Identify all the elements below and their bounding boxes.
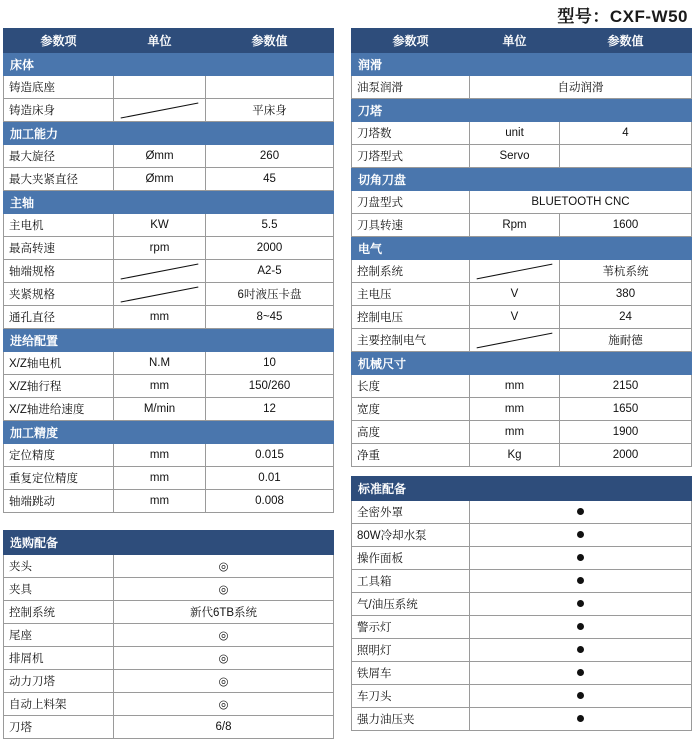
row-label: 尾座 bbox=[4, 624, 114, 647]
row-mark: ◎ bbox=[114, 647, 334, 670]
table-row bbox=[4, 76, 334, 99]
row-unit: N.M bbox=[114, 352, 206, 375]
table-row bbox=[4, 670, 334, 693]
section-label: 进给配置 bbox=[4, 329, 114, 352]
header-cell-value: 参数值 bbox=[206, 29, 334, 53]
table-row bbox=[4, 375, 334, 398]
section-pad bbox=[470, 99, 560, 122]
row-value: 10 bbox=[206, 352, 334, 375]
row-label: 铸造底座 bbox=[4, 76, 114, 99]
table-row bbox=[4, 490, 334, 513]
section-pad bbox=[114, 122, 206, 145]
row-unit: Ømm bbox=[114, 168, 206, 191]
row-label: 最大夹紧直径 bbox=[4, 168, 114, 191]
bullet-dot-icon bbox=[577, 554, 584, 561]
row-value: 24 bbox=[560, 306, 692, 329]
row-mark bbox=[470, 524, 692, 547]
section-pad bbox=[470, 352, 560, 375]
row-label: 控制电压 bbox=[352, 306, 470, 329]
table-row bbox=[4, 647, 334, 670]
row-value: 4 bbox=[560, 122, 692, 145]
table-row bbox=[4, 283, 334, 306]
row-unit: Rpm bbox=[470, 214, 560, 237]
row-label: 净重 bbox=[352, 444, 470, 467]
table-row bbox=[4, 145, 334, 168]
row-unit: V bbox=[470, 283, 560, 306]
table-row bbox=[352, 547, 692, 570]
table-row bbox=[352, 145, 692, 168]
row-unit: mm bbox=[114, 467, 206, 490]
row-label: X/Z轴行程 bbox=[4, 375, 114, 398]
row-unit: mm bbox=[114, 375, 206, 398]
row-label: 通孔直径 bbox=[4, 306, 114, 329]
section-row bbox=[352, 99, 692, 122]
section-pad bbox=[206, 53, 334, 76]
row-unit bbox=[114, 76, 206, 99]
table-row bbox=[352, 76, 692, 99]
section-pad bbox=[206, 191, 334, 214]
row-label: 刀塔数 bbox=[352, 122, 470, 145]
slash-cell bbox=[470, 260, 560, 283]
section-row bbox=[4, 53, 334, 76]
row-unit: mm bbox=[114, 306, 206, 329]
row-value: 1900 bbox=[560, 421, 692, 444]
row-unit: unit bbox=[470, 122, 560, 145]
row-label: 刀盘型式 bbox=[352, 191, 470, 214]
row-label: 全密外罩 bbox=[352, 501, 470, 524]
table-row bbox=[352, 570, 692, 593]
standard-header-pad bbox=[470, 477, 560, 501]
optional-header-row bbox=[4, 531, 334, 555]
row-label: 宽度 bbox=[352, 398, 470, 421]
row-label: 警示灯 bbox=[352, 616, 470, 639]
left-spec-table bbox=[3, 28, 334, 513]
row-unit: mm bbox=[114, 444, 206, 467]
section-row bbox=[4, 421, 334, 444]
section-label: 加工精度 bbox=[4, 421, 114, 444]
left-column bbox=[3, 28, 333, 739]
section-pad bbox=[560, 352, 692, 375]
row-label: 强力油压夹 bbox=[352, 708, 470, 731]
row-value: BLUETOOTH CNC bbox=[470, 191, 692, 214]
row-label: 工具箱 bbox=[352, 570, 470, 593]
table-row bbox=[352, 283, 692, 306]
standard-equipment-table bbox=[351, 476, 692, 731]
right-spec-table bbox=[351, 28, 692, 467]
bullet-dot-icon bbox=[577, 531, 584, 538]
table-row bbox=[352, 191, 692, 214]
section-row bbox=[4, 329, 334, 352]
optional-equipment-table bbox=[3, 530, 334, 739]
row-value: 5.5 bbox=[206, 214, 334, 237]
section-label: 主轴 bbox=[4, 191, 114, 214]
row-unit: mm bbox=[470, 375, 560, 398]
section-pad bbox=[560, 237, 692, 260]
table-row bbox=[352, 375, 692, 398]
section-row bbox=[352, 237, 692, 260]
row-value: 2150 bbox=[560, 375, 692, 398]
table-row bbox=[4, 214, 334, 237]
table-row bbox=[4, 693, 334, 716]
row-value: 150/260 bbox=[206, 375, 334, 398]
section-pad bbox=[114, 53, 206, 76]
slash-cell bbox=[114, 283, 206, 306]
optional-header-pad bbox=[114, 531, 206, 555]
section-label: 加工能力 bbox=[4, 122, 114, 145]
row-label: 轴端规格 bbox=[4, 260, 114, 283]
table-row bbox=[4, 444, 334, 467]
row-value: 0.01 bbox=[206, 467, 334, 490]
standard-header-label: 标准配备 bbox=[352, 477, 470, 501]
section-label: 电气 bbox=[352, 237, 470, 260]
row-label: 重复定位精度 bbox=[4, 467, 114, 490]
row-mark bbox=[470, 639, 692, 662]
row-value: 2000 bbox=[206, 237, 334, 260]
row-mark bbox=[470, 616, 692, 639]
row-unit: Ømm bbox=[114, 145, 206, 168]
table-row bbox=[352, 329, 692, 352]
table-row bbox=[4, 601, 334, 624]
header-cell-param: 参数项 bbox=[4, 29, 114, 53]
row-mark bbox=[470, 501, 692, 524]
row-label: 刀塔型式 bbox=[352, 145, 470, 168]
section-label: 机械尺寸 bbox=[352, 352, 470, 375]
section-pad bbox=[560, 53, 692, 76]
section-label: 润滑 bbox=[352, 53, 470, 76]
row-label: 主电机 bbox=[4, 214, 114, 237]
row-label: 刀塔 bbox=[4, 716, 114, 739]
row-label: 排屑机 bbox=[4, 647, 114, 670]
table-row bbox=[4, 306, 334, 329]
row-label: 主要控制电气 bbox=[352, 329, 470, 352]
section-row bbox=[4, 122, 334, 145]
row-mark: ◎ bbox=[114, 624, 334, 647]
row-value: A2-5 bbox=[206, 260, 334, 283]
section-pad bbox=[560, 168, 692, 191]
row-mark: ◎ bbox=[114, 578, 334, 601]
standard-header-pad bbox=[560, 477, 692, 501]
row-unit: mm bbox=[114, 490, 206, 513]
section-row bbox=[352, 53, 692, 76]
row-value: 苇杭系统 bbox=[560, 260, 692, 283]
section-label: 床体 bbox=[4, 53, 114, 76]
table-row bbox=[352, 639, 692, 662]
section-pad bbox=[114, 191, 206, 214]
row-label: 控制系统 bbox=[4, 601, 114, 624]
table-row bbox=[352, 662, 692, 685]
row-mark bbox=[470, 708, 692, 731]
section-pad bbox=[206, 329, 334, 352]
table-row bbox=[352, 214, 692, 237]
row-label: 主电压 bbox=[352, 283, 470, 306]
section-pad bbox=[206, 122, 334, 145]
row-unit: Servo bbox=[470, 145, 560, 168]
section-row bbox=[4, 191, 334, 214]
row-unit: M/min bbox=[114, 398, 206, 421]
section-pad bbox=[114, 329, 206, 352]
row-value: 0.008 bbox=[206, 490, 334, 513]
row-value bbox=[206, 76, 334, 99]
row-label: 控制系统 bbox=[352, 260, 470, 283]
section-row bbox=[352, 168, 692, 191]
row-label: 夹具 bbox=[4, 578, 114, 601]
bullet-dot-icon bbox=[577, 508, 584, 515]
optional-header-label: 选购配备 bbox=[4, 531, 114, 555]
table-header-row bbox=[352, 29, 692, 53]
table-row bbox=[4, 624, 334, 647]
table-row bbox=[352, 708, 692, 731]
row-label: 照明灯 bbox=[352, 639, 470, 662]
row-mark: ◎ bbox=[114, 670, 334, 693]
row-label: 铁屑车 bbox=[352, 662, 470, 685]
header-cell-value: 参数值 bbox=[560, 29, 692, 53]
row-unit: KW bbox=[114, 214, 206, 237]
table-row bbox=[4, 555, 334, 578]
section-pad bbox=[114, 421, 206, 444]
row-label: 气/油压系统 bbox=[352, 593, 470, 616]
row-value: 12 bbox=[206, 398, 334, 421]
row-label: 刀具转速 bbox=[352, 214, 470, 237]
section-label: 刀塔 bbox=[352, 99, 470, 122]
row-value: 6/8 bbox=[114, 716, 334, 739]
section-pad bbox=[470, 237, 560, 260]
row-mark bbox=[470, 547, 692, 570]
slash-cell bbox=[114, 260, 206, 283]
row-unit: mm bbox=[470, 398, 560, 421]
table-row bbox=[352, 616, 692, 639]
table-row bbox=[352, 501, 692, 524]
standard-header-row bbox=[352, 477, 692, 501]
table-row bbox=[352, 421, 692, 444]
table-row bbox=[352, 306, 692, 329]
slash-cell bbox=[114, 99, 206, 122]
row-label: 高度 bbox=[352, 421, 470, 444]
table-row bbox=[352, 260, 692, 283]
row-label: 铸造床身 bbox=[4, 99, 114, 122]
bullet-dot-icon bbox=[577, 692, 584, 699]
row-label: 操作面板 bbox=[352, 547, 470, 570]
row-value: 2000 bbox=[560, 444, 692, 467]
bullet-dot-icon bbox=[577, 600, 584, 607]
row-label: 最大旋径 bbox=[4, 145, 114, 168]
row-label: 长度 bbox=[352, 375, 470, 398]
row-label: 最高转速 bbox=[4, 237, 114, 260]
row-label: 夹头 bbox=[4, 555, 114, 578]
row-label: 油泵润滑 bbox=[352, 76, 470, 99]
row-mark: ◎ bbox=[114, 693, 334, 716]
header-cell-param: 参数项 bbox=[352, 29, 470, 53]
section-pad bbox=[560, 99, 692, 122]
section-row bbox=[352, 352, 692, 375]
row-label: 车刀头 bbox=[352, 685, 470, 708]
optional-header-pad bbox=[206, 531, 334, 555]
row-value: 新代6TB系统 bbox=[114, 601, 334, 624]
row-unit: mm bbox=[470, 421, 560, 444]
table-row bbox=[4, 260, 334, 283]
section-pad bbox=[206, 421, 334, 444]
table-row bbox=[4, 716, 334, 739]
table-row bbox=[352, 398, 692, 421]
row-mark bbox=[470, 662, 692, 685]
header-cell-unit: 单位 bbox=[470, 29, 560, 53]
row-label: X/Z轴进给速度 bbox=[4, 398, 114, 421]
row-mark: ◎ bbox=[114, 555, 334, 578]
page-title: 型号：CXF-W50 bbox=[557, 7, 688, 26]
row-value bbox=[560, 145, 692, 168]
row-mark bbox=[470, 570, 692, 593]
row-value: 260 bbox=[206, 145, 334, 168]
table-row bbox=[4, 168, 334, 191]
row-value: 自动润滑 bbox=[470, 76, 692, 99]
row-value: 平床身 bbox=[206, 99, 334, 122]
table-row bbox=[352, 444, 692, 467]
row-mark bbox=[470, 685, 692, 708]
spacer bbox=[3, 513, 333, 530]
slash-cell bbox=[470, 329, 560, 352]
row-value: 1600 bbox=[560, 214, 692, 237]
row-label: X/Z轴电机 bbox=[4, 352, 114, 375]
table-row bbox=[352, 122, 692, 145]
bullet-dot-icon bbox=[577, 646, 584, 653]
right-column bbox=[351, 28, 691, 731]
bullet-dot-icon bbox=[577, 577, 584, 584]
row-value: 380 bbox=[560, 283, 692, 306]
table-row bbox=[352, 685, 692, 708]
row-label: 轴端跳动 bbox=[4, 490, 114, 513]
section-pad bbox=[470, 168, 560, 191]
table-row bbox=[4, 352, 334, 375]
section-pad bbox=[470, 53, 560, 76]
table-row bbox=[4, 467, 334, 490]
table-row bbox=[4, 237, 334, 260]
row-label: 夹紧规格 bbox=[4, 283, 114, 306]
row-unit: V bbox=[470, 306, 560, 329]
row-value: 8~45 bbox=[206, 306, 334, 329]
row-value: 施耐德 bbox=[560, 329, 692, 352]
row-label: 80W冷却水泵 bbox=[352, 524, 470, 547]
row-mark bbox=[470, 593, 692, 616]
row-value: 45 bbox=[206, 168, 334, 191]
row-label: 定位精度 bbox=[4, 444, 114, 467]
row-value: 1650 bbox=[560, 398, 692, 421]
table-row bbox=[352, 593, 692, 616]
spacer bbox=[351, 467, 691, 476]
row-unit: Kg bbox=[470, 444, 560, 467]
header-cell-unit: 单位 bbox=[114, 29, 206, 53]
row-value: 0.015 bbox=[206, 444, 334, 467]
bullet-dot-icon bbox=[577, 669, 584, 676]
bullet-dot-icon bbox=[577, 623, 584, 630]
bullet-dot-icon bbox=[577, 715, 584, 722]
table-row bbox=[352, 524, 692, 547]
table-row bbox=[4, 398, 334, 421]
row-label: 动力刀塔 bbox=[4, 670, 114, 693]
row-unit: rpm bbox=[114, 237, 206, 260]
section-label: 切角刀盘 bbox=[352, 168, 470, 191]
table-row bbox=[4, 578, 334, 601]
table-header-row bbox=[4, 29, 334, 53]
row-label: 自动上料架 bbox=[4, 693, 114, 716]
row-value: 6吋液压卡盘 bbox=[206, 283, 334, 306]
table-row bbox=[4, 99, 334, 122]
